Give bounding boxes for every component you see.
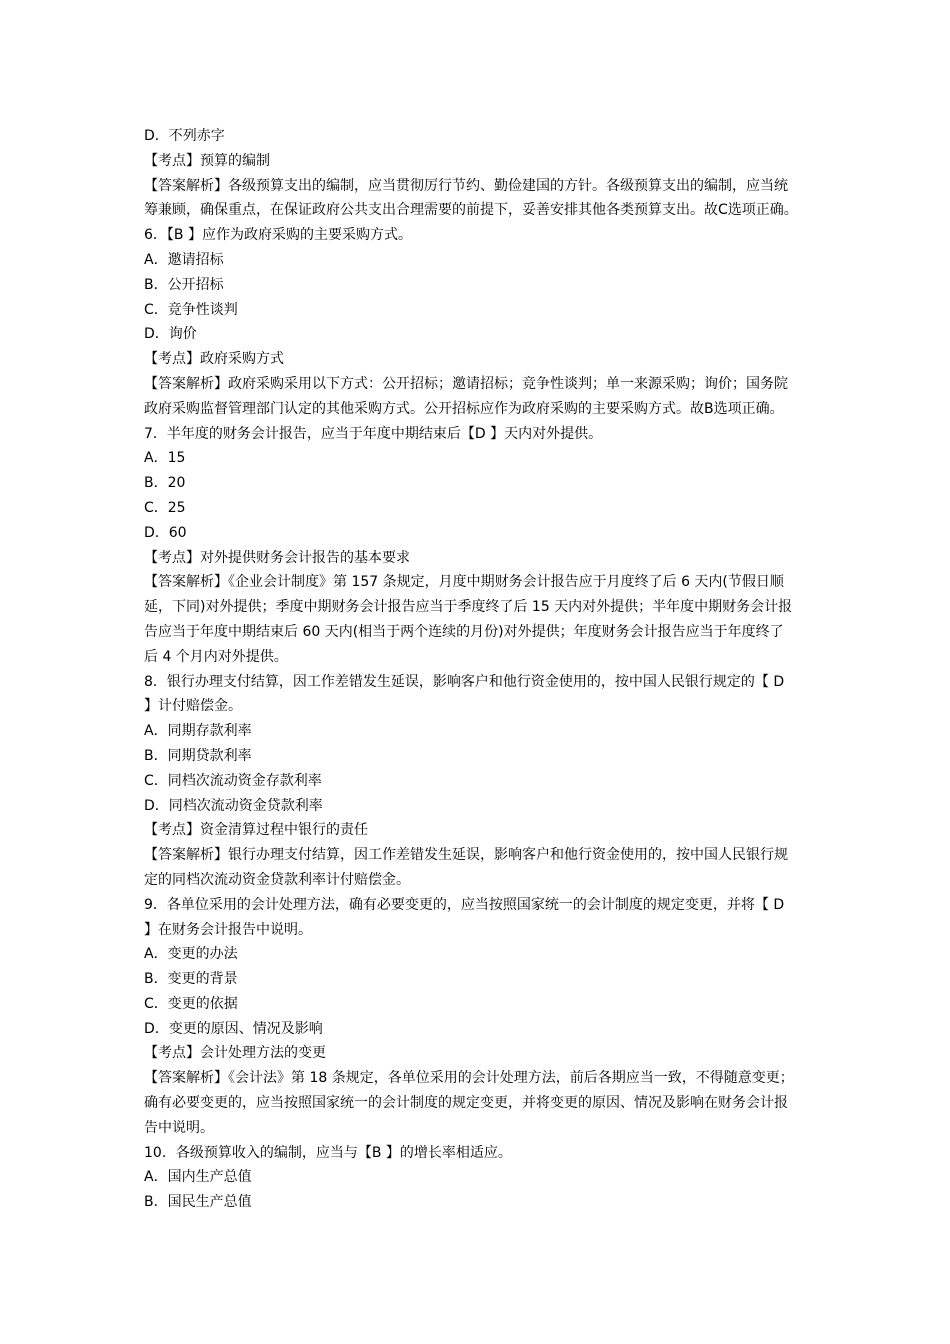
option-line: D．变更的原因、情况及影响 <box>144 1020 323 1037</box>
analysis-line: 【答案解析】各级预算支出的编制，应当贯彻厉行节约、勤俭建国的方针。各级预算支出的编制，应当统 <box>144 177 788 194</box>
topic-line: 【考点】对外提供财务会计报告的基本要求 <box>144 549 410 566</box>
question-line: 8．银行办理支付结算，因工作差错发生延误，影响客户和他行资金使用的，按中国人民银行规定的【 D <box>144 673 785 690</box>
option-line: C．变更的依据 <box>144 995 238 1012</box>
analysis-line: 定的同档次流动资金贷款利率计付赔偿金。 <box>144 871 410 888</box>
analysis-line: 【答案解析】《会计法》第 18 条规定，各单位采用的会计处理方法，前后各期应当一致，不得随意变更； <box>144 1070 794 1087</box>
option-line: C．竞争性谈判 <box>144 301 238 318</box>
option-line: D．询价 <box>144 326 197 343</box>
question-line: 】在财务会计报告中说明。 <box>144 921 312 938</box>
option-line: D．同档次流动资金贷款利率 <box>144 797 323 814</box>
option-line: B．变更的背景 <box>144 971 238 988</box>
analysis-line: 后 4 个月内对外提供。 <box>144 648 288 665</box>
option-line: C．25 <box>144 499 186 516</box>
question-line: 10．各级预算收入的编制，应当与【B 】的增长率相适应。 <box>144 1144 512 1161</box>
analysis-line: 筹兼顾，确保重点，在保证政府公共支出合理需要的前提下，妥善安排其他各类预算支出。故C选项正确。 <box>144 202 798 219</box>
analysis-line: 【答案解析】政府采购采用以下方式：公开招标；邀请招标；竞争性谈判；单一来源采购；询价；国务院 <box>144 375 788 392</box>
analysis-line: 确有必要变更的，应当按照国家统一的会计制度的规定变更，并将变更的原因、情况及影响在财务会计报 <box>144 1095 788 1112</box>
analysis-line: 政府采购监督管理部门认定的其他采购方式。公开招标应作为政府采购的主要采购方式。故B选项正确。 <box>144 400 784 417</box>
option-line: C．同档次流动资金存款利率 <box>144 772 322 789</box>
option-line: B．20 <box>144 475 186 492</box>
analysis-line: 【答案解析】银行办理支付结算，因工作差错发生延误，影响客户和他行资金使用的，按中国人民银行规 <box>144 847 788 864</box>
option-line: B．公开招标 <box>144 276 224 293</box>
option-line: D．不列赤字 <box>144 128 225 144</box>
option-line: A．15 <box>144 450 186 467</box>
topic-line: 【考点】预算的编制 <box>144 152 270 169</box>
option-line: A．国内生产总值 <box>144 1169 252 1186</box>
question-line: 9．各单位采用的会计处理方法，确有必要变更的，应当按照国家统一的会计制度的规定变更，并将【 D <box>144 896 785 913</box>
document-body <box>144 124 814 1215</box>
analysis-line: 告中说明。 <box>144 1119 214 1136</box>
option-line: B．国民生产总值 <box>144 1194 252 1211</box>
option-line: A．邀请招标 <box>144 251 224 268</box>
topic-line: 【考点】资金清算过程中银行的责任 <box>144 822 368 839</box>
topic-line: 【考点】政府采购方式 <box>144 351 284 368</box>
option-line: A．变更的办法 <box>144 946 238 963</box>
analysis-line: 告应当于年度中期结束后 60 天内(相当于两个连续的月份)对外提供；年度财务会计报告应当于年度终了 <box>144 623 784 640</box>
topic-line: 【考点】会计处理方法的变更 <box>144 1045 326 1062</box>
question-line: 7．半年度的财务会计报告，应当于年度中期结束后【D 】天内对外提供。 <box>144 425 603 442</box>
question-line: 6．【B 】应作为政府采购的主要采购方式。 <box>144 227 412 244</box>
option-line: D．60 <box>144 524 187 541</box>
analysis-line: 延，下同)对外提供；季度中期财务会计报告应当于季度终了后 15 天内对外提供；半年度中期财务会计报 <box>144 599 793 616</box>
option-line: A．同期存款利率 <box>144 723 252 740</box>
analysis-line: 【答案解析】《企业会计制度》第 157 条规定，月度中期财务会计报告应于月度终了后 6 天内(节假日顺 <box>144 574 784 591</box>
question-line: 】计付赔偿金。 <box>144 698 242 715</box>
option-line: B．同期贷款利率 <box>144 747 252 764</box>
